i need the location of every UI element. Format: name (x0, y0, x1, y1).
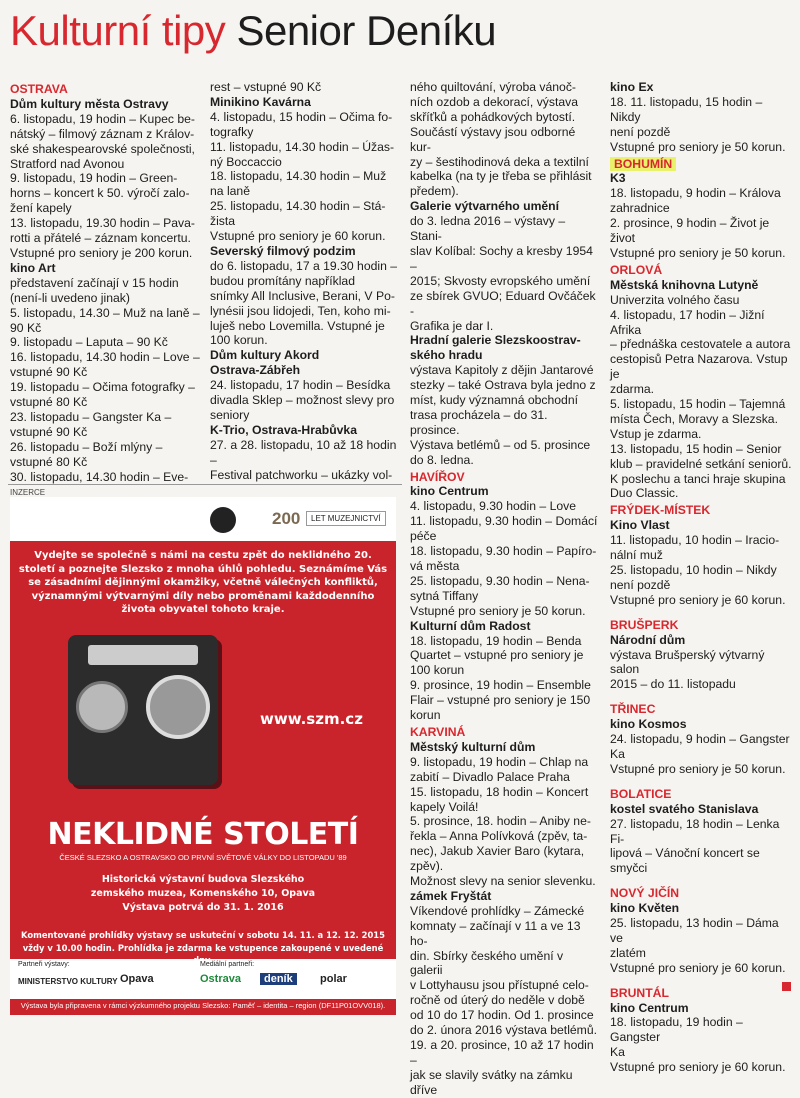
event-line: Vstupné pro seniory je 50 korun. (410, 603, 586, 618)
venue-name: zámek Fryštát (410, 888, 492, 903)
event-line: kapely Voilá! (410, 799, 479, 814)
event-line: 6. listopadu, 19 hodin – Kupec be- (10, 111, 195, 126)
city-heading: BRUNTÁL (610, 985, 669, 1000)
event-line: (není-li uvedeno jinak) (10, 290, 130, 305)
city-heading: NOVÝ JIČÍN (610, 886, 680, 901)
event-line: zdarma. (610, 382, 655, 397)
title-part-2: Senior Deníku (236, 7, 497, 54)
exhibition-subtitle: ČESKÉ SLEZSKO A OSTRAVSKO OD PRVNÍ SVĚTOVÉ VÁLKY DO LISTOPADU '89 (59, 853, 347, 862)
event-line: jak se slavily svátky na zámku (410, 1067, 573, 1082)
event-line: 90 Kč (10, 320, 42, 335)
venue-line-2: zemského muzea, Komenského 10, Opava (90, 888, 316, 899)
venue-name: kino Květen (610, 901, 680, 916)
venue-name: Minikino Kavárna (210, 94, 311, 109)
ad-separator (8, 484, 402, 485)
ad-footnote: Výstava byla připravena v rámci výzkumného projektu Slezsko: Paměť – identita – region (DF11P01OVV018). (20, 1001, 386, 1010)
event-line: 23. listopadu – Gangster Ka – (10, 409, 172, 424)
event-line: 18. listopadu, 19 hodin – Gangster (610, 1015, 743, 1045)
event-line: Vstupné pro seniory je 60 korun. (610, 1060, 786, 1075)
event-line: zpěv). (410, 859, 444, 874)
event-line: divadla Sklep – možnost slevy pro (210, 393, 395, 408)
ad-intro: Vydejte se společně s námi na cestu zpět do neklidného 20. století a poznejte Slezsko z mnoha úhlů pohledu. Seznámíme Vás se zásadními dějinnými okamžiky, včetně válečných konfliktů, významnými výtvarnými díly nebo proměnami každodenního života obyvatel tohoto kraje. (18, 550, 388, 615)
city-heading-row (610, 503, 792, 518)
event-line: do 8. ledna. (410, 452, 474, 467)
event-line: nátský – filmový záznam z Králov- (10, 126, 195, 141)
partners-label: Partneři výstavy: (18, 961, 70, 968)
museum-crest-icon (210, 507, 236, 533)
event-line: není pozdě (610, 124, 671, 139)
event-line: na laně (210, 184, 250, 199)
venue-name: kino Centrum (410, 484, 489, 499)
venue-name: Severský filmový podzim (210, 243, 356, 258)
city-heading-row (410, 725, 598, 740)
event-line: rotti a přátelé – záznam koncertu. (10, 231, 191, 246)
event-line: vstupné 90 Kč (10, 424, 88, 439)
city-heading-row (610, 263, 792, 278)
event-line: 18. listopadu, 9 hodin – Králova (610, 186, 781, 201)
event-line: 27. a 28. listopadu, 10 až 18 hodin – (210, 437, 397, 467)
event-line: Vstup je zdarma. (610, 426, 702, 441)
city-heading: BOLATICE (610, 786, 672, 801)
event-line: Grafika je dar I. (410, 318, 494, 333)
event-line: 2015 – do 11. listopadu (610, 677, 736, 692)
venue-name: kino Centrum (610, 1000, 689, 1015)
event-line: místa Čech, Moravy a Slezska. (610, 411, 778, 426)
event-line: vstupné 80 Kč (10, 395, 88, 410)
venue-name: Národní dům (610, 632, 686, 647)
event-line: žení kapely (10, 201, 72, 216)
event-line: představení začínají v 15 hodin (10, 275, 179, 290)
event-line: vstupné 80 Kč (10, 454, 88, 469)
event-line: Součástí výstavy jsou odborné kur- (410, 124, 576, 154)
event-line: skříťků a pohádkových bytostí. (410, 109, 576, 124)
event-line: Vstupné pro seniory je 60 korun. (210, 229, 386, 244)
event-line: vá města (410, 559, 460, 573)
event-line: Ka (610, 1045, 625, 1060)
event-line: Vstupné pro seniory je 60 korun. (610, 960, 786, 975)
event-line: Ka (610, 746, 625, 761)
event-line: řekla – Anna Polívková (zpěv, ta- (410, 829, 588, 844)
city-heading: TŘINEC (610, 702, 656, 717)
event-line: 16. listopadu, 14.30 hodin – Love – (10, 350, 200, 365)
event-line: luješ nebo Lovemilla. Vstupné je (210, 318, 385, 333)
camera-window-icon (88, 645, 198, 665)
event-line: 13. listopadu, 19.30 hodin – Pava- (10, 216, 195, 231)
camera-lens-icon (146, 675, 210, 739)
event-line: Duo Classic. (610, 486, 679, 501)
event-line: 9. listopadu, 19 hodin – Green- (10, 171, 178, 186)
event-line: 11. listopadu, 10 hodin – Iracio- (610, 533, 780, 548)
event-line: 4. listopadu, 17 hodin – Jižní Afrika (610, 307, 765, 337)
venue-line-1: Historická výstavní budova Slezského (101, 874, 305, 885)
venue-name: kostel svatého Stanislava (610, 801, 759, 816)
partners-strip (10, 959, 396, 999)
event-line: seniory (210, 407, 250, 422)
event-line: předem). (410, 184, 459, 199)
column-3 (410, 80, 598, 1098)
event-line: zahradnice (610, 201, 670, 216)
camera-illustration (68, 635, 218, 785)
event-line: 5. listopadu, 15 hodin – Tajemná (610, 397, 786, 412)
media-denik-logo: deník (260, 973, 297, 985)
event-line: v Lottyhausu jsou přístupné celo- (410, 978, 589, 993)
event-line: žista (210, 214, 236, 229)
event-line: výstava Brušperský výtvarný salon (610, 647, 765, 677)
event-line: do 6. listopadu, 17 a 19.30 hodin – (210, 258, 398, 273)
event-line: zabití – Divadlo Palace Praha (410, 769, 570, 784)
venue-name: K3 (610, 171, 626, 186)
event-line: 25. listopadu, 13 hodin – Dáma ve (610, 916, 779, 945)
event-line: 25. listopadu, 14.30 hodin – Stá- (210, 199, 386, 214)
ad-label: INZERCE (10, 488, 46, 497)
exhibition-duration: Výstava potrvá do 31. 1. 2016 (122, 902, 284, 913)
venue-name: kino Ex (610, 80, 654, 94)
event-line: 9. listopadu, 19 hodin – Chlap na (410, 754, 589, 769)
event-line: ních ozdob a dekorací, výstava (410, 94, 579, 109)
event-line: komnaty – začínají v 11 a ve 13 ho- (410, 918, 581, 948)
event-line: dříve (410, 1082, 438, 1097)
event-line: míst, kudy významná obchodní (410, 393, 579, 408)
city-heading-row (610, 986, 792, 1001)
city-heading: OSTRAVA (10, 82, 68, 96)
city-heading-row (610, 155, 792, 172)
event-line: klub – pravidelné setkání seniorů. (610, 456, 792, 471)
city-heading: KARVINÁ (410, 724, 466, 739)
column-2 (210, 80, 398, 482)
event-line: výstava Kapitoly z dějin Jantarové (410, 363, 594, 378)
event-line: Festival patchworku – ukázky vol- (210, 467, 393, 482)
exhibition-venue (10, 873, 396, 915)
event-line: 2. prosince, 9 hodin – Život je život (610, 216, 770, 246)
venue-name: Kulturní dům Radost (410, 618, 531, 633)
event-line: kabelka (na ty je třeba se přihlásit (410, 169, 592, 184)
venue-name: Kino Vlast (610, 518, 670, 533)
museum-url: www.szm.cz (260, 710, 363, 728)
event-line: Flair – vstupné pro seniory je 150 (410, 693, 591, 708)
column-1 (10, 80, 200, 484)
event-line: 13. listopadu, 15 hodin – Senior (610, 441, 782, 456)
city-heading: BOHUMÍN (610, 157, 676, 172)
event-line: budou promítány například (210, 273, 355, 288)
event-line: 26. listopadu – Boží mlýny – (10, 439, 163, 454)
event-line: lynésii jsou lidojedi, Ten, koho mi- (210, 303, 391, 318)
event-line: 24. listopadu, 17 hodin – Besídka (210, 378, 391, 393)
city-heading: BRUŠPERK (610, 617, 679, 632)
event-line: lipová – Vánoční koncert se smyčci (610, 846, 760, 876)
event-line: nec), Jakub Xavier Baro (kytara, (410, 844, 585, 859)
venue-name: Dům kultury Akord (210, 348, 320, 363)
media-ostrava-logo: Ostrava (200, 973, 241, 985)
event-line: ze sbírek GVUO; Eduard Ovčáček - (410, 288, 596, 318)
venue-name: ského hradu (410, 348, 483, 363)
event-line: 25. listopadu, 10 hodin – Nikdy (610, 563, 777, 577)
event-line: ské shakespearovské společnosti, (10, 141, 195, 156)
event-line: ročně od úterý do neděle v době (410, 993, 585, 1008)
media-polar-logo: polar (320, 973, 347, 985)
event-line: Vstupné pro seniory je 50 korun. (610, 139, 786, 154)
anniversary-text: LET MUZEJNICTVÍ (306, 511, 386, 526)
event-line: péče (410, 529, 437, 544)
event-line: 100 korun (410, 663, 465, 678)
venue-name: Městská knihovna Lutyně (610, 277, 759, 292)
event-line: stezky – také Ostrava byla jedno z (410, 378, 596, 393)
event-line: korun (410, 708, 441, 723)
event-line: K poslechu a tanci hraje skupina (610, 471, 786, 486)
event-line: 15. listopadu, 18 hodin – Koncert (410, 784, 589, 799)
event-line: slav Kolíbal: Sochy a kresby 1954 – (410, 243, 593, 273)
event-line: do 2. února 2016 výstava betlémů. (410, 1023, 597, 1038)
partner-opava-logo: Opava (120, 973, 154, 985)
column-4 (610, 80, 792, 1075)
event-line: ný Boccaccio (210, 154, 282, 169)
event-line: – přednáška cestovatele a autora (610, 337, 791, 352)
venue-name: Galerie výtvarného umění (410, 199, 560, 214)
end-mark-icon (782, 982, 791, 991)
event-line: cestopisů Petra Nazarova. Vstup je (610, 352, 788, 382)
event-line: od 10 do 17 hodin. Od 1. prosince (410, 1008, 594, 1023)
event-line: snímky All Inclusive, Berani, V Po- (210, 288, 395, 303)
event-line: 19. a 20. prosince, 10 až 17 hodin – (410, 1038, 594, 1067)
event-line: 11. listopadu, 9.30 hodin – Domácí (410, 514, 598, 529)
city-heading-row (610, 702, 792, 717)
exhibition-title: NEKLIDNÉ STOLETÍ (47, 817, 359, 852)
event-line: sytná Tiffany (410, 588, 479, 603)
city-heading: ORLOVÁ (610, 262, 663, 277)
event-line: vstupné 90 Kč (10, 365, 88, 380)
city-heading-row (10, 82, 200, 97)
event-line: není pozdě (610, 577, 671, 592)
camera-dial-icon (76, 681, 128, 733)
event-line: 4. listopadu, 15 hodin – Očima fo- (210, 109, 393, 124)
event-line: 9. prosince, 19 hodin – Ensemble (410, 678, 591, 693)
venue-name: Ostrava-Zábřeh (210, 363, 301, 378)
event-line: Možnost slevy na senior slevenku. (410, 874, 596, 889)
event-line: tografky (210, 124, 254, 139)
event-line: Vstupné pro seniory je 50 korun. (610, 761, 786, 776)
event-line: 4. listopadu, 9.30 hodin – Love (410, 499, 577, 514)
event-line: 18. listopadu, 9.30 hodin – Papíro- (410, 544, 597, 559)
event-line: trasa procházela – do 31. prosince. (410, 407, 548, 437)
event-line: 24. listopadu, 9 hodin – Gangster (610, 732, 790, 747)
event-line: Vstupné pro seniory je 200 korun. (10, 245, 193, 260)
event-line: Stratford nad Avonou (10, 156, 125, 171)
event-line: 18. listopadu, 14.30 hodin – Muž (210, 169, 387, 184)
event-line: horns – koncert k 50. výročí zalo- (10, 186, 190, 201)
event-line: 2015; Skvosty evropského umění (410, 273, 591, 288)
event-line: din. Sbírky českého umění v galerii (410, 948, 564, 978)
anniversary-number: 200 (272, 509, 301, 528)
ad-header (10, 497, 396, 541)
event-line: 11. listopadu, 14.30 hodin – Úžas- (210, 139, 395, 154)
event-line: Víkendové prohlídky – Zámecké (410, 903, 585, 918)
city-heading-row (610, 618, 792, 633)
venue-name: Hradní galerie Slezskoostrav- (410, 333, 581, 348)
event-line: 18. 11. listopadu, 15 hodin – Nikdy (610, 94, 763, 124)
partner-ministry-logo: MINISTERSTVO KULTURY (18, 977, 118, 986)
event-line: nální muž (610, 548, 663, 563)
event-line: ného quiltování, výroba vánoč- (410, 80, 576, 94)
title-part-1: Kulturní tipy (10, 7, 226, 54)
venue-name: kino Art (10, 260, 56, 275)
event-line: 27. listopadu, 18 hodin – Lenka Fi- (610, 816, 780, 846)
city-heading: HAVÍŘOV (410, 469, 465, 484)
venue-name: Dům kultury města Ostravy (10, 96, 169, 111)
city-heading-row (610, 787, 792, 802)
event-line: Vstupné pro seniory je 50 korun. (610, 245, 786, 260)
event-line: Quartet – vstupné pro seniory je (410, 648, 584, 663)
guided-tours: Komentované prohlídky výstavy se uskuteční v sobotu 14. 11. a 12. 12. 2015 vždy v 10.00 hodin. Prohlídka je zdarma ke vstupence zakoupené v uvedené (21, 930, 385, 953)
city-heading: FRÝDEK-MÍSTEK (610, 503, 711, 518)
venue-name: K-Trio, Ostrava-Hrabůvka (210, 422, 357, 437)
event-line: 25. listopadu, 9.30 hodin – Nena- (410, 573, 590, 588)
event-line: 19. listopadu – Očima fotografky – (10, 380, 195, 395)
event-line: 30. listopadu, 14.30 hodin – Eve- (10, 469, 189, 484)
event-line: rest – vstupné 90 Kč (210, 80, 322, 94)
event-line: 5. listopadu, 14.30 – Muž na laně – (10, 305, 200, 320)
event-line: 100 korun. (210, 333, 268, 348)
city-heading-row (410, 470, 598, 485)
event-line: Vstupné pro seniory je 60 korun. (610, 592, 786, 607)
event-line: Výstava betlémů – od 5. prosince (410, 437, 591, 452)
exhibition-advertisement (10, 497, 396, 1015)
event-line: do 3. ledna 2016 – výstavy – Stani- (410, 214, 566, 244)
page-title (10, 6, 496, 56)
event-line: 18. listopadu, 19 hodin – Benda (410, 633, 582, 648)
event-line: 5. prosince, 18. hodin – Aniby ne- (410, 814, 591, 829)
event-line: Univerzita volného času (610, 292, 740, 307)
media-label: Mediální partneři: (200, 961, 255, 968)
event-line: 9. listopadu – Laputa – 90 Kč (10, 335, 168, 350)
event-line: zy – šestihodinová deka a textilní (410, 154, 589, 169)
venue-name: Městský kulturní dům (410, 739, 536, 754)
event-line: zlatém (610, 945, 646, 960)
city-heading-row (610, 886, 792, 901)
venue-name: kino Kosmos (610, 717, 687, 732)
